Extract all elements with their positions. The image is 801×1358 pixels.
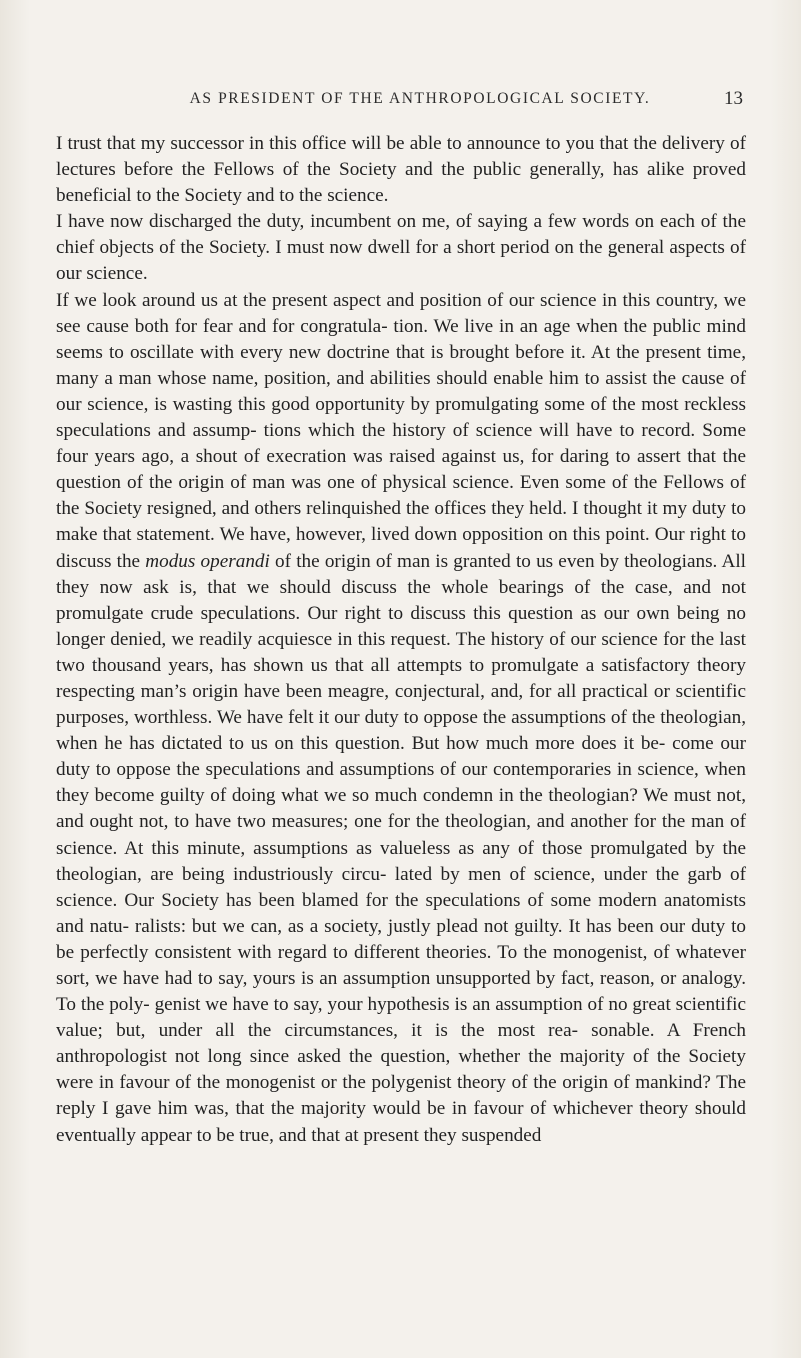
page-number: 13 [724,88,743,109]
paragraph-3-part-2: of the origin of man is granted to us even by theologians. All they now ask is, that we should discuss the whole bearings of the case, and not promulgate crude speculations. Our right to discuss this question as our own being no longer denied, we readily acquiesce in this request. The history of our science for the last two thousand years, has shown us that all attempts to promulgate a satisfactory theory respecting man’s origin have been meagre, conjectural, and, for all practical or scientific purposes, worthless. We have felt it our duty to oppose the assumptions of the theologian, when he has dictated to us on this question. But how much more does it be- come our duty to oppose the speculations and assumptions of our contemporaries in science, when they become guilty of doing what we so much condemn in the theologian? We must not, and ought not, to have two measures; one for the theologian, and another for the man of science. At this minute, assumptions as valueless as any of those promulgated by the theologian, are being industriously circu- lated by men of science, under the garb of science. Our Society has been blamed for the speculations of some modern anatomists and natu- ralists: but we can, as a society, justly plead not guilty. It has been our duty to be perfectly consistent with regard to different theories. To the monogenist, of whatever sort, we have had to say, yours is an assumption unsupported by fact, reason, or analogy. To the poly- genist we have to say, your hypothesis is an assumption of no great scientific value; but, under all the circumstances, it is the most rea- sonable. A French anthropologist not long since asked the question, whether the majority of the Society were in favour of the monogenist or the polygenist theory of the origin of mankind? The reply I gave him was, that the majority would be in favour of whichever theory should eventually appear to be true, and that at present they suspended [56,550,746,1146]
paragraph-2: I have now discharged the duty, incumbent on me, of saying a few words on each of the chief objects of the Society. I must now dwell for a short period on the general aspects of our science. [56,211,746,285]
paragraph-3 [56,288,746,1149]
paragraph-1: I trust that my successor in this office will be able to announce to you that the delivery of lectures before the Fellows of the Society and the public generally, has alike proved beneficial to the Society and to the science. [56,133,746,207]
body-text [56,131,746,1149]
latin-phrase: modus operandi [145,550,270,572]
page-header [0,90,801,114]
running-head: AS PRESIDENT OF THE ANTHROPOLOGICAL SOCIETY. [189,90,651,107]
paragraph-3-part-1: If we look around us at the present aspect and position of our science in this country, we see cause both for fear and for congratula- tion. We live in an age when the public mind seems to oscillate with every new doctrine that is brought before it. At the present time, many a man whose name, position, and abilities should enable him to assist the cause of our science, is wasting this good opportunity by promulgating some of the most reckless speculations and assump- tions which the history of science will have to record. Some four years ago, a shout of execration was raised against us, for daring to assert that the question of the origin of man was one of physical science. Even some of the Fellows of the Society resigned, and others relinquished the offices they held. I thought it my duty to make that statement. We have, however, lived down opposition on this point. Our right to discuss the [56,289,746,572]
